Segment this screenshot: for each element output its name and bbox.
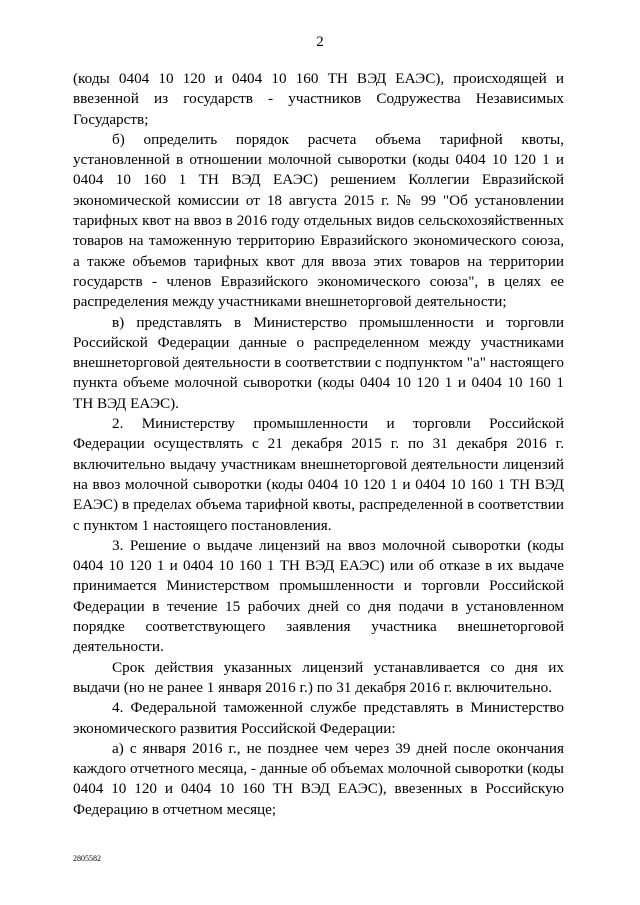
document-code: 2805582 xyxy=(73,854,101,863)
paragraph-item-a: а) с января 2016 г., не позднее чем через 39 дней после окончания каждого отчетного месяца, - данные об объемах молочной сыворотки (коды 0404 10 120 и 0404 10 160 ТН ВЭД ЕАЭС), ввезенных в Российскую Федерацию в отчетном месяце; xyxy=(73,739,564,818)
paragraph-clause-2: 2. Министерству промышленности и торговли Российской Федерации осуществлять с 21 декабря 2015 г. по 31 декабря 2016 г. включительно выдачу участникам внешнеторговой деятельности лицензий на ввоз молочной сыворотки (коды 0404 10 120 1 и 0404 10 160 1 ТН ВЭД ЕАЭС) в пределах объема тарифной квоты, распределенной в соответствии с пунктом 1 настоящего постановления. xyxy=(73,415,564,534)
paragraph-item-b: б) определить порядок расчета объема тарифной квоты, установленной в отношении молочной сыворотки (коды 0404 10 120 1 и 0404 10 160 1 ТН ВЭД ЕАЭС) решением Коллегии Евразийской экономической комиссии от 18 августа 2015 г. № 99 "Об установлении тарифных квот на ввоз в 2016 году отдельных видов сельскохозяйственных товаров на таможенную территорию Евразийского экономического союза, а также объемов тарифных квот для ввоза этих товаров на территории государств - членов Евразийского экономического союза", в целях ее распределения между участниками внешнеторговой деятельности; xyxy=(73,130,564,311)
paragraph-license-term: Срок действия указанных лицензий устанавливается со дня их выдачи (но не ранее 1 января 2016 г.) по 31 декабря 2016 г. включительно. xyxy=(73,658,564,696)
document-body xyxy=(73,69,564,820)
paragraph-clause-4: 4. Федеральной таможенной службе представлять в Министерство экономического развития Российской Федерации: xyxy=(73,699,564,737)
paragraph-clause-3: 3. Решение о выдаче лицензий на ввоз молочной сыворотки (коды 0404 10 120 1 и 0404 10 160 1 ТН ВЭД ЕАЭС) или об отказе в их выдаче принимается Министерством промышленности и торговли Российской Федерации в течение 15 рабочих дней со дня подачи в установленном порядке соответствующего заявления участника внешнеторговой деятельности. xyxy=(73,536,564,656)
paragraph-item-v: в) представлять в Министерство промышленности и торговли Российской Федерации данные о распределенном между участниками внешнеторговой деятельности в соответствии с подпунктом "а" настоящего пункта объеме молочной сыворотки (коды 0404 10 120 1 и 0404 10 160 1 ТН ВЭД ЕАЭС). xyxy=(73,313,564,412)
paragraph-continuation: (коды 0404 10 120 и 0404 10 160 ТН ВЭД ЕАЭС), происходящей и ввезенной из государств - участников Содружества Независимых Государств; xyxy=(73,70,564,128)
page-number: 2 xyxy=(316,34,324,50)
